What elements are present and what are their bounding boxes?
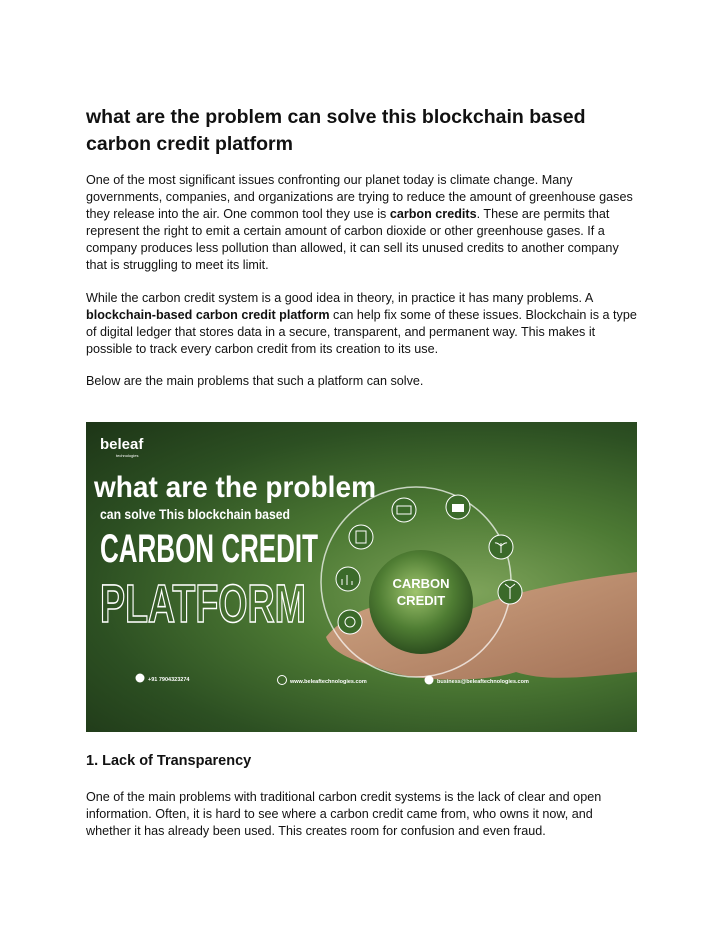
main-problems-paragraph: Below are the main problems that such a platform can solve. [86,374,424,388]
plant-icon [489,535,513,559]
carbon-credits-bold: carbon credits [389,207,477,221]
blockchain-platform-bold: blockchain-based carbon credit platform [86,308,330,322]
banner-line-2: can solve This blockchain based [100,506,290,522]
money-icon [392,498,416,522]
banner-line-4: PLATFORM [100,574,306,634]
banner-line-1: what are the problem [93,471,376,504]
website-text: www.beleaftechnologies.com [290,679,367,685]
globe-web-icon [278,676,287,685]
brand-sub: technologies [116,453,139,458]
page-title: what are the problem can solve this blockchain based carbon credit platform [86,106,586,155]
mail-icon [425,676,434,685]
globe-label-carbon: CARBON [392,576,450,591]
chart-icon [336,567,360,591]
document-icon [349,525,373,549]
blockchain-paragraph: While the carbon credit system is a good idea in theory, in practice it has many problems. A blockchain-based carbon credit platform can help fix some of these issues. Blockchain is a type of digital ledger that stores data in a secure, transparent, and permanent way. This makes it possible to track every carbon credit from its creation to its use. [86,291,637,356]
brand-logo: beleaf [100,436,144,453]
windmill-icon [498,580,522,604]
banner-image [86,422,637,732]
section-heading: 1. Lack of Transparency [86,753,252,769]
globe-label-credit: CREDIT [396,593,446,608]
section-paragraph: One of the main problems with traditional carbon credit systems is the lack of clear and open information. Often, it is hard to see where a carbon credit came from, who owns it now, and whether it has already been used. This creates room for confusion and even fraud. [86,790,602,838]
factory-icon [446,495,470,519]
intro-paragraph: One of the most significant issues confronting our planet today is climate change. Many governments, companies, and organizations are trying to reduce the amount of greenhouse gases they release into the air. One common tool they use is carbon credits. These are permits that represent the right to emit a certain amount of carbon dioxide or other greenhouse gases. If a company produces less pollution than allowed, it can sell its unused credits to another company that is struggling to meet its limit. [86,173,633,272]
email-text: business@beleaftechnologies.com [437,679,529,685]
banner-line-3: CARBON CREDIT [100,527,318,571]
phone-text: +91 7904323274 [148,677,190,683]
recycle-icon [338,610,362,634]
phone-icon [136,674,145,683]
